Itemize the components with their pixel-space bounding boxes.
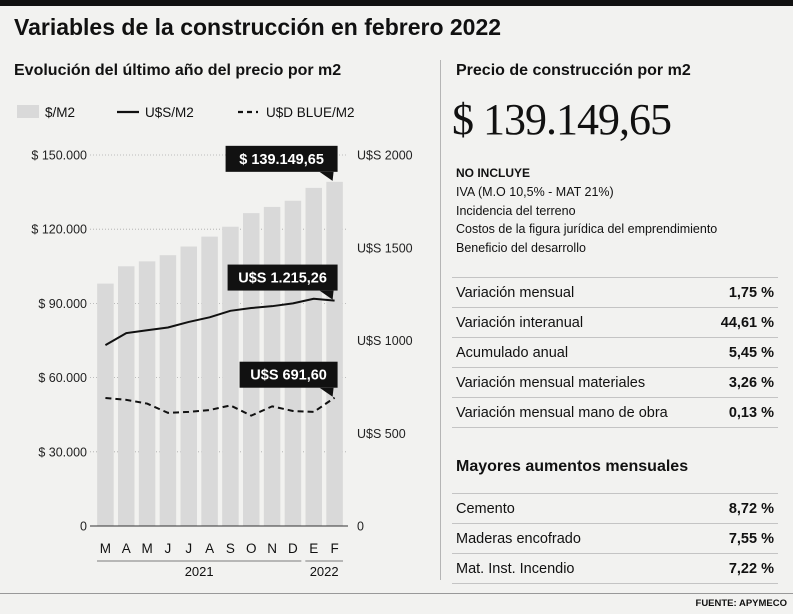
callout-label: $ 139.149,65 bbox=[239, 151, 324, 168]
variation-table bbox=[452, 277, 778, 428]
stat-label: Acumulado anual bbox=[456, 344, 569, 361]
x-tick-label: O bbox=[245, 541, 257, 556]
stat-value: 8,72 % bbox=[728, 500, 774, 517]
mayores-table bbox=[452, 493, 778, 584]
x-tick-label: M bbox=[99, 541, 112, 556]
stat-row bbox=[452, 278, 778, 308]
bar bbox=[326, 182, 343, 526]
stat-value: 0,13 % bbox=[728, 404, 774, 421]
left-tick-label: $ 120.000 bbox=[31, 222, 87, 237]
no-incluye-heading: NO INCLUYE bbox=[456, 166, 531, 180]
x-tick-label: D bbox=[288, 541, 298, 556]
chart-subtitle: Evolución del último año del precio por m2 bbox=[14, 62, 342, 79]
stat-label: Variación mensual mano de obra bbox=[456, 404, 668, 421]
legend-label: $/M2 bbox=[45, 105, 76, 120]
x-tick-label: A bbox=[121, 541, 131, 556]
legend-label: U$S/M2 bbox=[145, 105, 194, 120]
bar bbox=[139, 261, 156, 526]
stat-label: Variación mensual bbox=[456, 284, 575, 301]
page-title: Variables de la construcción en febrero 2022 bbox=[14, 14, 502, 40]
year-label: 2022 bbox=[309, 564, 339, 579]
stat-row bbox=[452, 338, 778, 368]
top-rule bbox=[0, 0, 793, 6]
stat-label: Variación mensual materiales bbox=[456, 374, 646, 391]
x-tick-label: J bbox=[185, 541, 193, 556]
column-divider bbox=[440, 60, 441, 580]
stat-label: Maderas encofrado bbox=[456, 530, 581, 547]
bar bbox=[160, 255, 177, 526]
stat-value: 7,55 % bbox=[728, 530, 774, 547]
callout-label: U$S 691,60 bbox=[250, 367, 327, 384]
source-note: FUENTE: APYMECO bbox=[695, 598, 787, 609]
x-tick-label: F bbox=[330, 541, 339, 556]
no-incluye-item: Beneficio del desarrollo bbox=[456, 240, 586, 255]
price-subtitle: Precio de construcción por m2 bbox=[456, 62, 691, 79]
stat-value: 1,75 % bbox=[728, 284, 774, 301]
no-incluye-list bbox=[456, 183, 717, 257]
callout-pointer bbox=[320, 172, 334, 181]
bar bbox=[97, 284, 114, 526]
no-incluye-item: Incidencia del terreno bbox=[456, 203, 576, 218]
x-tick-label: S bbox=[225, 541, 235, 556]
stat-row bbox=[452, 398, 778, 428]
no-incluye-item: IVA (M.O 10,5% - MAT 21%) bbox=[456, 185, 614, 199]
stat-value: 44,61 % bbox=[720, 314, 774, 331]
no-incluye-item: Costos de la figura jurídica del emprendimiento bbox=[456, 222, 718, 236]
x-tick-label: J bbox=[164, 541, 172, 556]
stat-value: 5,45 % bbox=[728, 344, 774, 361]
x-tick-label: N bbox=[267, 541, 277, 556]
bar bbox=[118, 266, 135, 526]
left-tick-label: $ 60.000 bbox=[38, 371, 87, 386]
callout-label: U$S 1.215,26 bbox=[238, 270, 327, 287]
x-tick-label: E bbox=[309, 541, 319, 556]
big-price: $ 139.149,65 bbox=[452, 95, 671, 144]
stat-row bbox=[452, 368, 778, 398]
right-tick-label: U$S 1500 bbox=[357, 241, 413, 256]
bar bbox=[306, 188, 323, 526]
right-tick-label: U$S 1000 bbox=[357, 334, 413, 348]
stat-label: Mat. Inst. Incendio bbox=[456, 560, 575, 577]
bottom-rule bbox=[0, 593, 793, 594]
x-tick-label: M bbox=[141, 541, 153, 556]
legend-swatch-bar bbox=[17, 105, 39, 118]
stat-row bbox=[452, 494, 778, 524]
left-tick-label: $ 30.000 bbox=[38, 445, 87, 460]
mayores-title: Mayores aumentos mensuales bbox=[456, 458, 689, 475]
bar bbox=[181, 247, 198, 526]
stat-row bbox=[452, 524, 778, 554]
stat-value: 3,26 % bbox=[728, 374, 774, 391]
x-tick-label: A bbox=[205, 541, 215, 556]
stat-row bbox=[452, 308, 778, 338]
year-label: 2021 bbox=[184, 564, 214, 579]
right-tick-label: U$S 2000 bbox=[357, 148, 413, 163]
left-tick-label: $ 150.000 bbox=[31, 148, 87, 163]
left-tick-label: 0 bbox=[80, 519, 87, 534]
stat-value: 7,22 % bbox=[728, 560, 774, 577]
left-tick-label: $ 90.000 bbox=[38, 296, 87, 311]
bar bbox=[201, 237, 218, 526]
stat-label: Cemento bbox=[456, 500, 515, 517]
stat-label: Variación interanual bbox=[456, 314, 584, 331]
price-chart bbox=[0, 92, 440, 587]
right-tick-label: U$S 500 bbox=[357, 426, 406, 441]
legend-label: U$D BLUE/M2 bbox=[266, 105, 355, 120]
right-tick-label: 0 bbox=[357, 519, 364, 534]
stat-row bbox=[452, 554, 778, 584]
